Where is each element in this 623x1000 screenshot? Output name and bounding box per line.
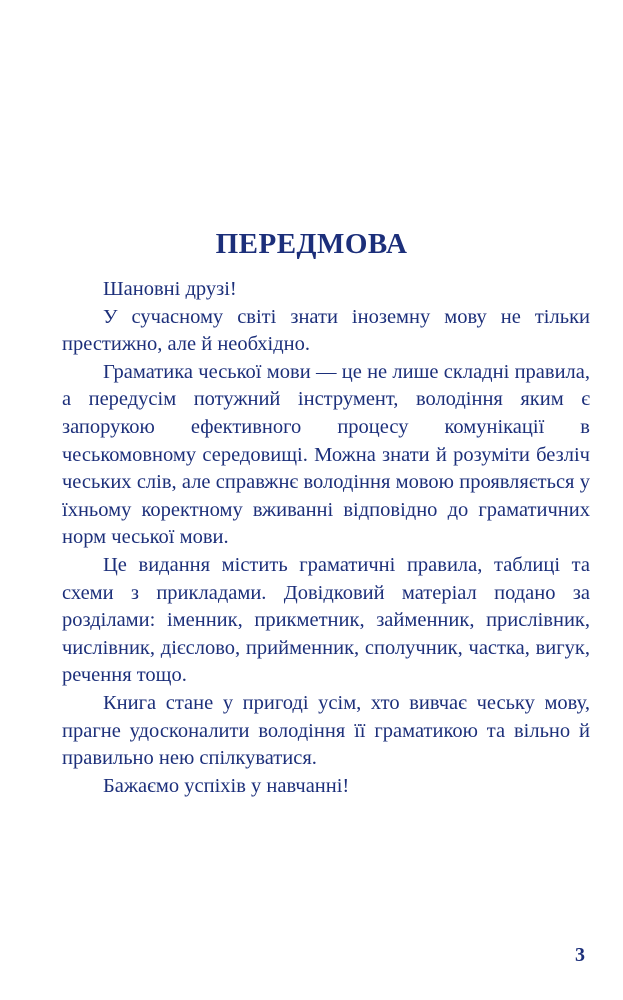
paragraph-wishes: Бажаємо успіхів у навчанні! <box>103 774 350 797</box>
page-title: ПЕРЕДМОВА <box>215 228 408 260</box>
paragraph-greeting: Шановні друзі! <box>103 278 237 300</box>
preface-body <box>62 276 590 800</box>
paragraph-audience: Книга стане у пригоді усім, хто вивчає чеську мову, прагне удосконалити володіння її граматикою та вільно й правильно нею спілкуватися. <box>62 691 590 770</box>
paragraph-grammar: Граматика чеської мови — це не лише складні правила, а передусім потужний інструмент, володіння яким є запорукою ефективного процесу комунікації в чеськомовному середовищі. Можна знати й розуміти безліч чеських слів, але справжнє володіння мовою проявляється у їхньому коректному вживанні відповідно до граматичних норм чеської мови. <box>62 360 590 549</box>
page-number: 3 <box>575 944 585 966</box>
paragraph-intro: У сучасному світі знати іноземну мову не тільки престижно, але й необхідно. <box>62 305 590 356</box>
paragraph-contents: Це видання містить граматичні правила, таблиці та схеми з прикладами. Довідковий матеріал подано за розділами: іменник, прикметник, займенник, прислівник, числівник, дієслово, прийменник, сполучник, частка, вигук, речення тощо. <box>62 553 590 687</box>
